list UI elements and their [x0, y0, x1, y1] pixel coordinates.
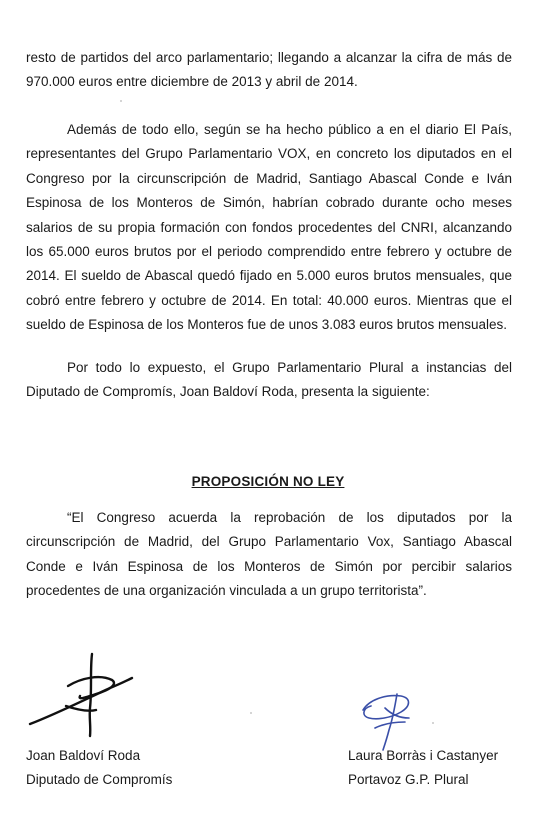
paragraph-3-text: Por todo lo expuesto, el Grupo Parlamentario Plural a instancias del Diputado de Compromís, Joan Baldoví Roda, presenta la siguiente:	[26, 360, 512, 400]
paragraph-1: resto de partidos del arco parlamentario; llegando a alcanzar la cifra de más de 970.000 euros entre diciembre de 2013 y abril de 2014.	[26, 50, 512, 90]
proposal-heading: PROPOSICIÓN NO LEY	[191, 474, 345, 489]
scan-speck	[250, 712, 252, 714]
proposal-text-body: “El Congreso acuerda la reprobación de los diputados por la circunscripción de Madrid, del Grupo Parlamentario Vox, Santiago Abascal Conde e Iván Espinosa de los Monteros de Simón por percibir salarios procedentes de una organización vinculada a un grupo territorista”.	[26, 510, 512, 599]
signatory-right	[348, 744, 498, 792]
scan-speck	[120, 100, 122, 102]
signature-right-image	[355, 688, 425, 752]
signature-left-image	[26, 650, 136, 740]
scan-speck	[432, 722, 434, 724]
signatory-right-name: Laura Borràs i Castanyer	[348, 748, 499, 763]
proposal-text	[26, 506, 512, 604]
paragraph-2	[26, 118, 512, 338]
paragraph-2-text: Además de todo ello, según se ha hecho público a en el diario El País, representantes del Grupo Parlamentario VOX, en concreto los diputados en el Congreso por la circunscripción de Madrid, Santiago Abascal Conde e Iván Espinosa de los Monteros de Simón, habrían cobrado durante ocho meses salarios de su propia formación con fondos procedentes del CNRI, alcanzando los 65.000 euros brutos por el periodo comprendido entre febrero y octubre de 2014. El sueldo de Abascal quedó fijado en 5.000 euros brutos mensuales, que cobró entre febrero y octubre de 2014. En total: 40.000 euros. Mientras que el sueldo de Espinosa de los Monteros fue de unos 3.083 euros brutos mensuales.	[26, 122, 512, 333]
signatory-right-role: Portavoz G.P. Plural	[348, 772, 469, 787]
signatory-left-role: Diputado de Compromís	[26, 772, 173, 787]
paragraph-3	[26, 356, 512, 405]
signatory-left	[26, 744, 172, 792]
signatory-left-name: Joan Baldoví Roda	[26, 748, 141, 763]
